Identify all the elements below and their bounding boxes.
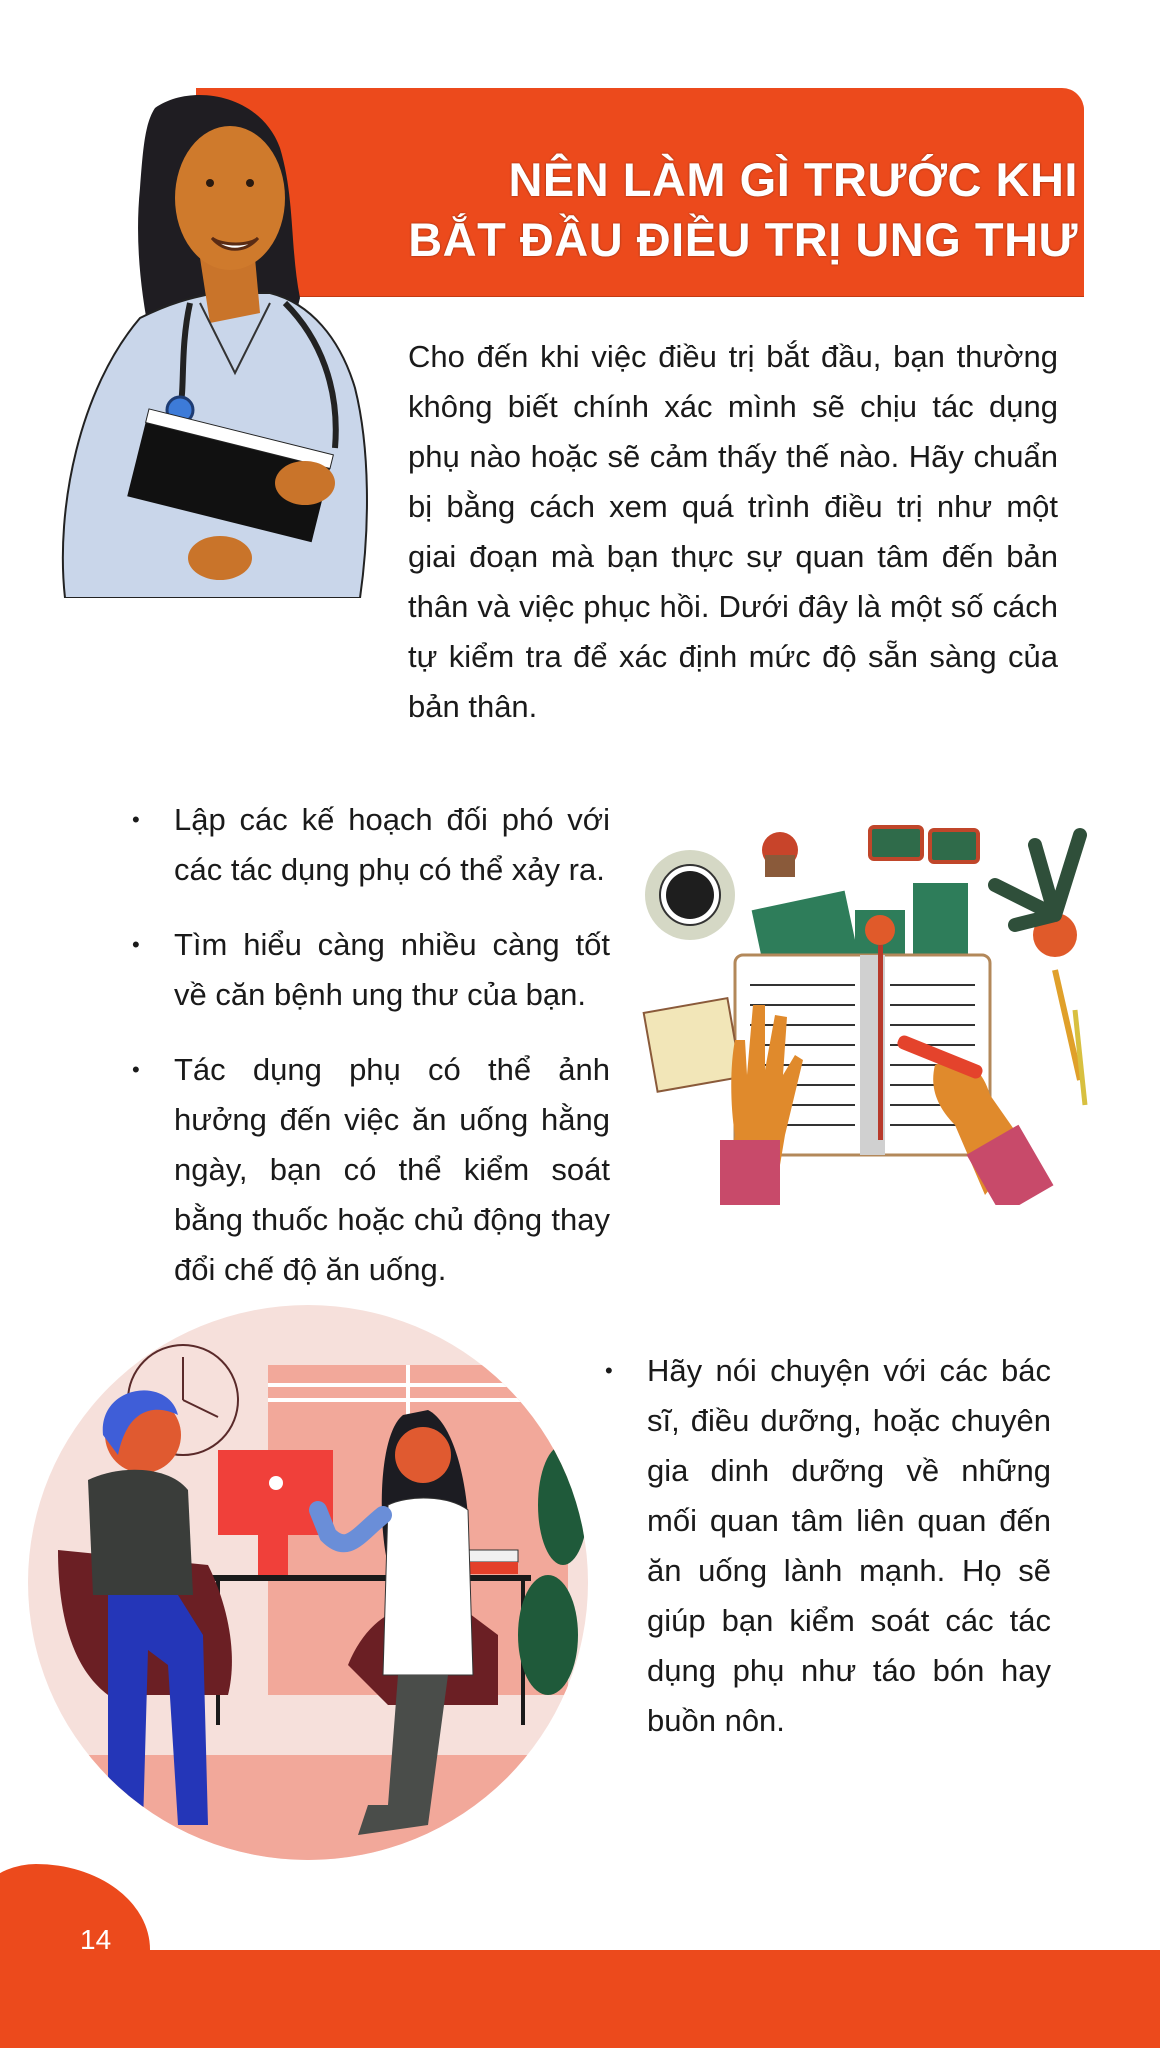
doctor-illustration xyxy=(40,88,375,598)
list-item-text: Tác dụng phụ có thể ảnh hưởng đến việc ăn uống hằng ngày, bạn có thể kiểm soát bằng thuốc hoặc chủ động thay đổi chế độ ăn uống. xyxy=(174,1052,610,1287)
bullet-icon: • xyxy=(132,932,140,957)
footer-band xyxy=(0,1950,1160,2048)
list-item xyxy=(132,1045,610,1295)
intro-paragraph: Cho đến khi việc điều trị bắt đầu, bạn thường không biết chính xác mình sẽ chịu tác dụng phụ nào hoặc sẽ cảm thấy thế nào. Hãy chuẩn bị bằng cách xem quá trình điều trị như một giai đoạn mà bạn thực sự quan tâm đến bản thân và việc phục hồi. Dưới đây là một số cách tự kiểm tra để xác định mức độ sẵn sàng của bản thân. xyxy=(408,339,1058,724)
title-line-1: NÊN LÀM GÌ TRƯỚC KHI xyxy=(508,153,1078,206)
bullet-icon: • xyxy=(605,1358,613,1383)
bullet-icon: • xyxy=(132,1057,140,1082)
list-item xyxy=(132,920,610,1020)
list-item-text: Lập các kế hoạch đối phó với các tác dụng phụ có thể xảy ra. xyxy=(174,802,610,887)
bullet-icon: • xyxy=(132,807,140,832)
tips-list-left xyxy=(132,795,610,1295)
page-title xyxy=(408,150,1078,270)
consultation-illustration xyxy=(28,1305,588,1860)
list-item xyxy=(132,795,610,895)
list-item-text: Tìm hiểu càng nhiều càng tốt về căn bệnh ung thư của bạn. xyxy=(174,927,610,1012)
list-item-text: Hãy nói chuyện với các bác sĩ, điều dưỡng, hoặc chuyên gia dinh dưỡng về những mối quan tâm liên quan đến ăn uống lành mạnh. Họ sẽ giúp bạn kiểm soát các tác dụng phụ như táo bón hay buồn nôn. xyxy=(647,1353,1051,1738)
list-item xyxy=(605,1346,1051,1746)
title-line-2: BẮT ĐẦU ĐIỀU TRỊ UNG THƯ xyxy=(408,213,1078,266)
tips-list-right xyxy=(605,1346,1051,1746)
page-number: 14 xyxy=(80,1924,112,1955)
notebook-illustration xyxy=(635,805,1090,1205)
